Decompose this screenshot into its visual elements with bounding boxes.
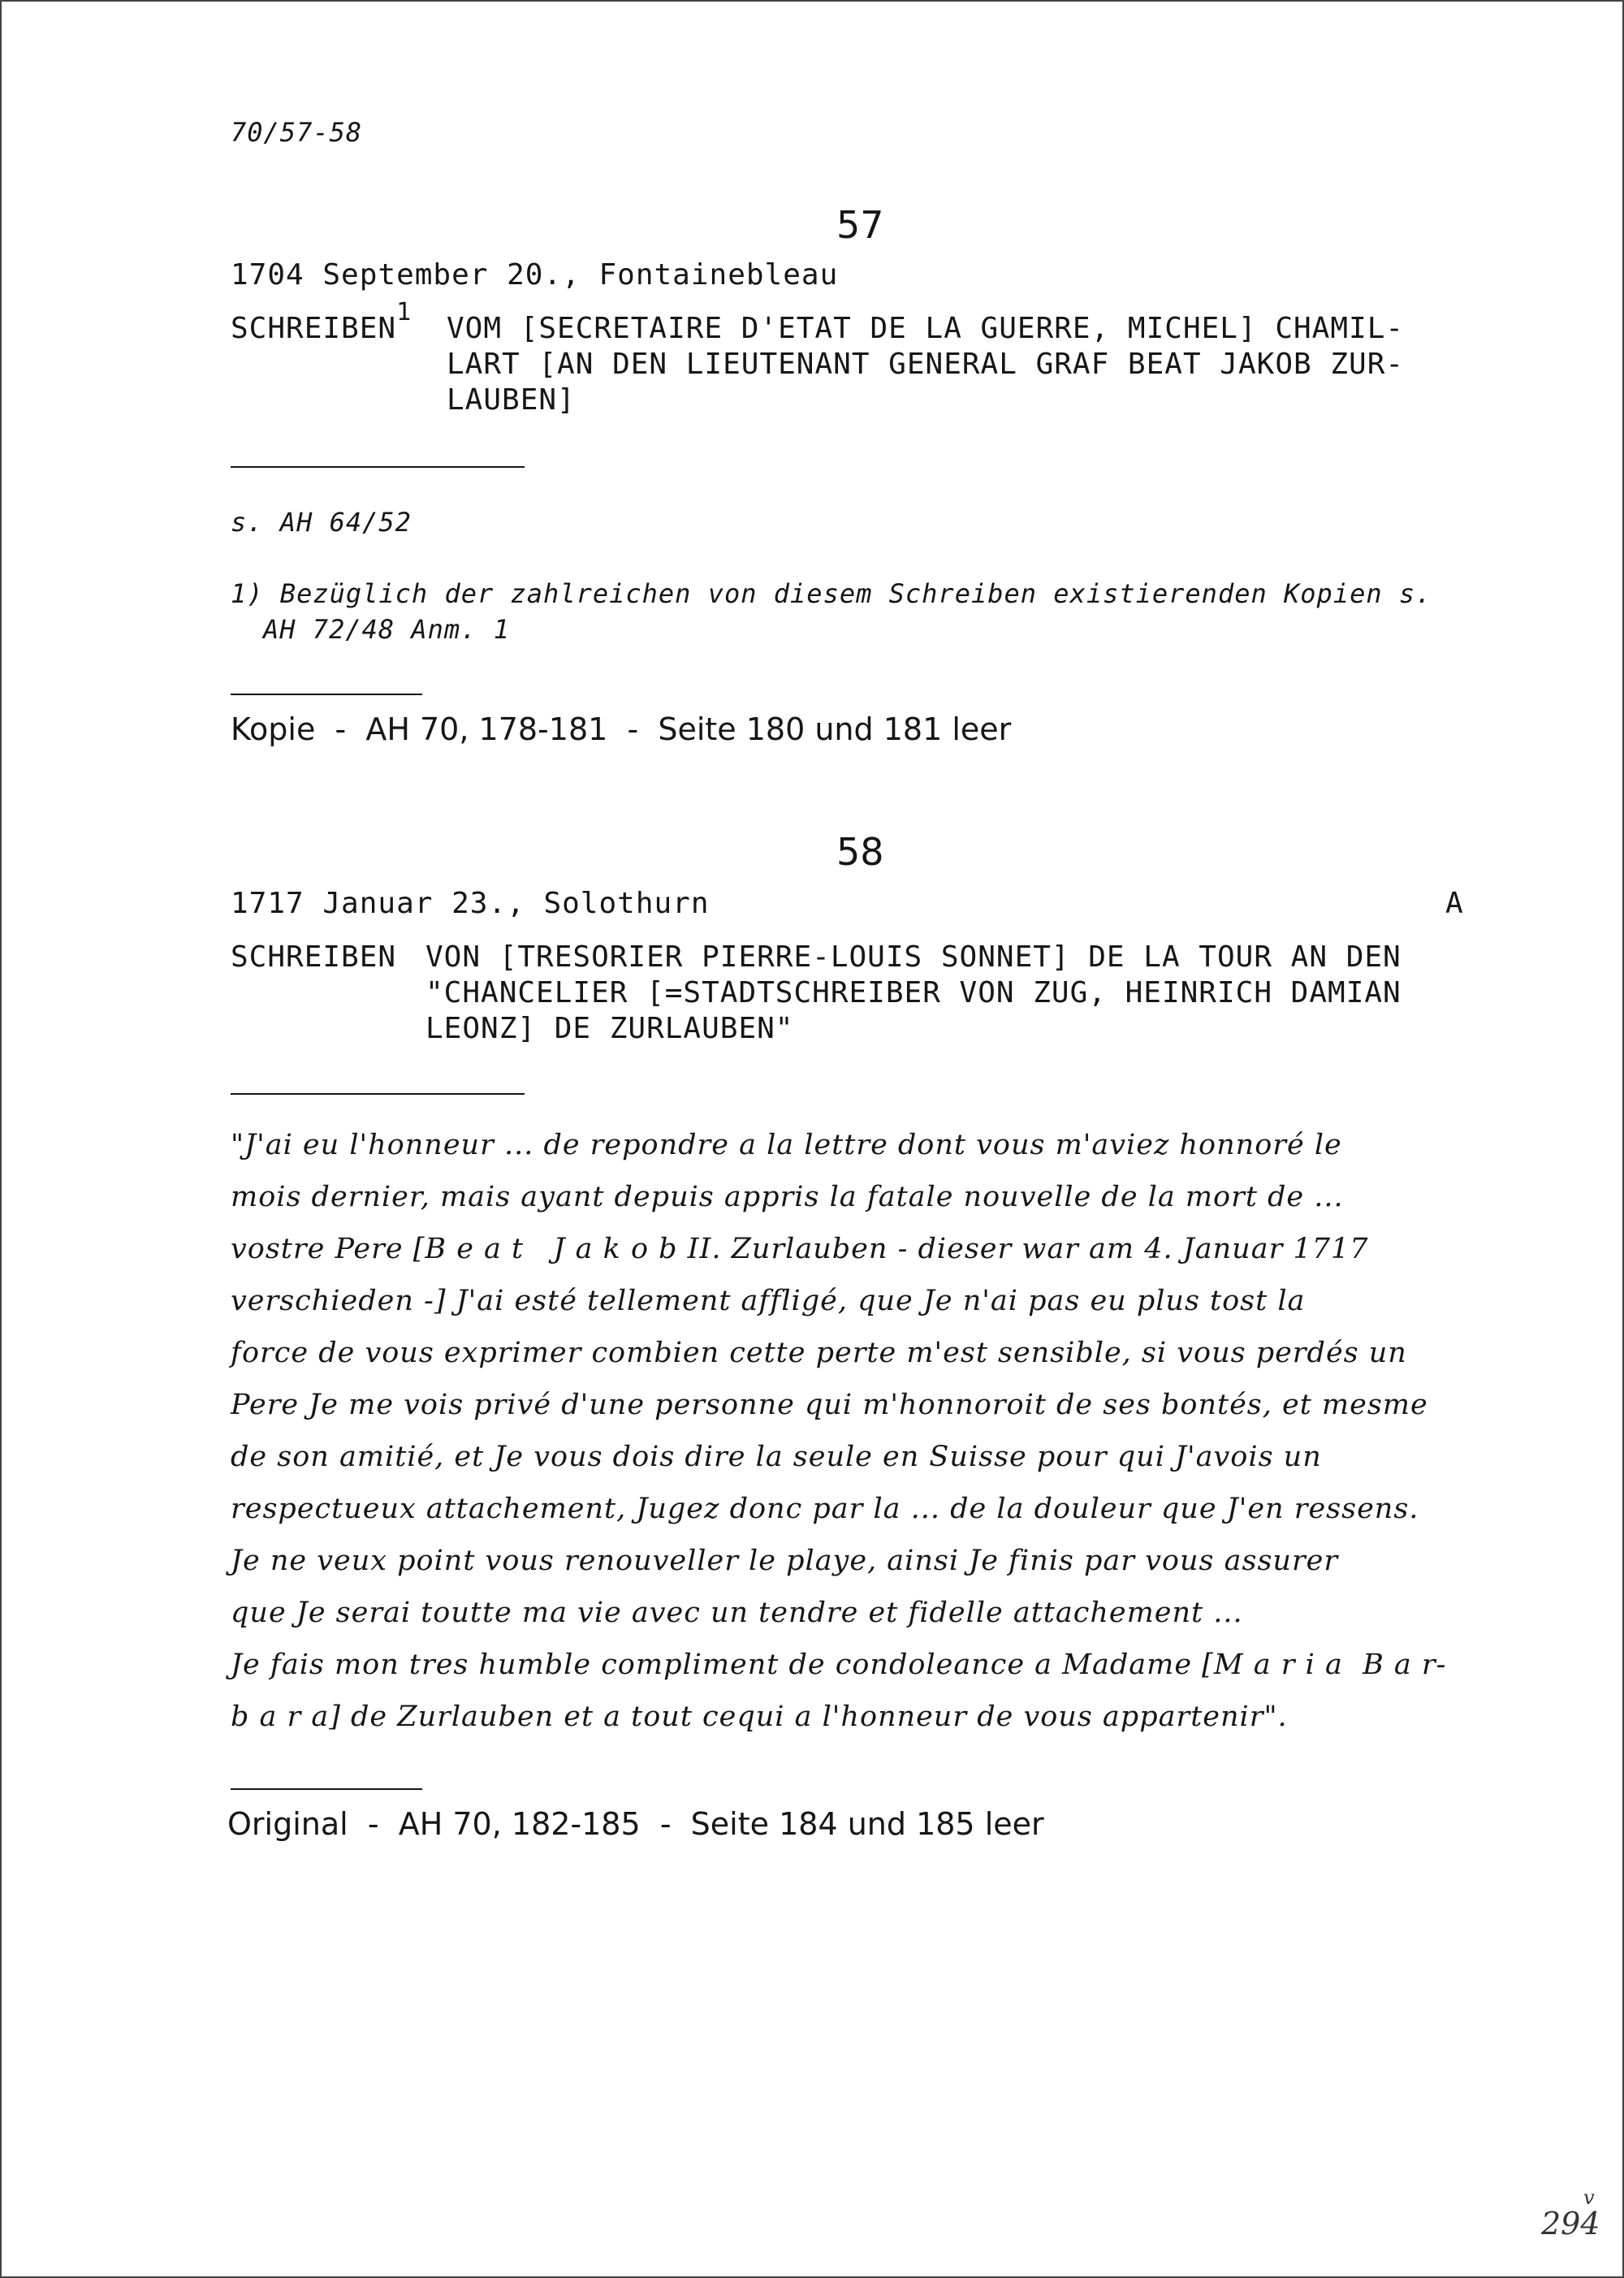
footnote-line-2: AH 72/48 Anm. 1	[263, 614, 510, 645]
divider	[231, 1093, 525, 1095]
footnote-marker: 1	[396, 298, 412, 326]
document-58-heading-line-3: LEONZ] DE ZURLAUBEN"	[425, 1012, 794, 1045]
letter-line: force de vous exprimer combien cette perte m'est sensible, si vous perdés un	[231, 1337, 1407, 1369]
letter-line: Je ne veux point vous renouveller le playe, ainsi Je finis par vous assurer	[231, 1545, 1339, 1577]
letter-line: Pere Je me vois privé d'une personne qui m'honnoroit de ses bontés, et mesme	[231, 1389, 1428, 1421]
divider	[231, 466, 525, 468]
page-number: 294	[1541, 2206, 1600, 2241]
archive-reference: 70/57-58	[231, 117, 363, 148]
document-58-date: 1717 Januar 23., Solothurn	[231, 887, 710, 920]
document-58-heading-word: SCHREIBEN	[231, 940, 397, 974]
letter-line: verschieden -] J'ai esté tellement affligé, que Je n'ai pas eu plus tost la	[231, 1285, 1306, 1317]
page-number-mark: v	[1583, 2186, 1595, 2209]
document-58-heading-line-1: VON [TRESORIER PIERRE-LOUIS SONNET] DE LA TOUR AN DEN	[425, 940, 1402, 974]
document-58-source: Original - AH 70, 182-185 - Seite 184 und 185 leer	[227, 1806, 1044, 1842]
document-57-heading-line-1: VOM [SECRETAIRE D'ETAT DE LA GUERRE, MICHEL] CHAMIL-	[447, 312, 1405, 345]
divider	[231, 1788, 422, 1790]
letter-line: b a r a] de Zurlauben et a tout cequi a l'honneur de vous appartenir".	[231, 1701, 1288, 1733]
letter-line: de son amitié, et Je vous dois dire la seule en Suisse pour qui J'avois un	[231, 1441, 1322, 1473]
letter-line: que Je serai toutte ma vie avec un tendre et fidelle attachement ...	[231, 1597, 1243, 1629]
document-58-marker: A	[1445, 887, 1464, 920]
document-number-58: 58	[836, 830, 884, 874]
letter-line: mois dernier, mais ayant depuis appris la fatale nouvelle de la mort de ...	[231, 1181, 1344, 1213]
document-57-date: 1704 September 20., Fontainebleau	[231, 258, 839, 292]
letter-line: Je fais mon tres humble compliment de condoleance a Madame [M a r i a B a r-	[231, 1649, 1447, 1681]
document-57-heading-line-2: LART [AN DEN LIEUTENANT GENERAL GRAF BEAT JAKOB ZUR-	[447, 348, 1405, 381]
document-57-heading-word	[231, 298, 412, 345]
document-57-heading-line-3: LAUBEN]	[447, 383, 576, 417]
letter-line: respectueux attachement, Jugez donc par la ... de la douleur que J'en ressens.	[231, 1493, 1419, 1525]
footnote-line-1: 1) Bezüglich der zahlreichen von diesem Schreiben existierenden Kopien s.	[231, 578, 1432, 609]
heading-word-text: SCHREIBEN	[231, 312, 397, 345]
document-57-source: Kopie - AH 70, 178-181 - Seite 180 und 181 leer	[231, 711, 1012, 747]
document-number-57: 57	[836, 203, 884, 247]
document-58-heading-line-2: "CHANCELIER [=STADTSCHREIBER VON ZUG, HEINRICH DAMIAN	[425, 976, 1402, 1009]
letter-line: vostre Pere [B e a t J a k o b II. Zurlauben - dieser war am 4. Januar 1717	[231, 1233, 1369, 1265]
letter-line: "J'ai eu l'honneur ... de repondre a la lettre dont vous m'aviez honnoré le	[231, 1129, 1342, 1161]
document-57-see-reference: s. AH 64/52	[231, 507, 412, 538]
divider	[231, 694, 422, 695]
